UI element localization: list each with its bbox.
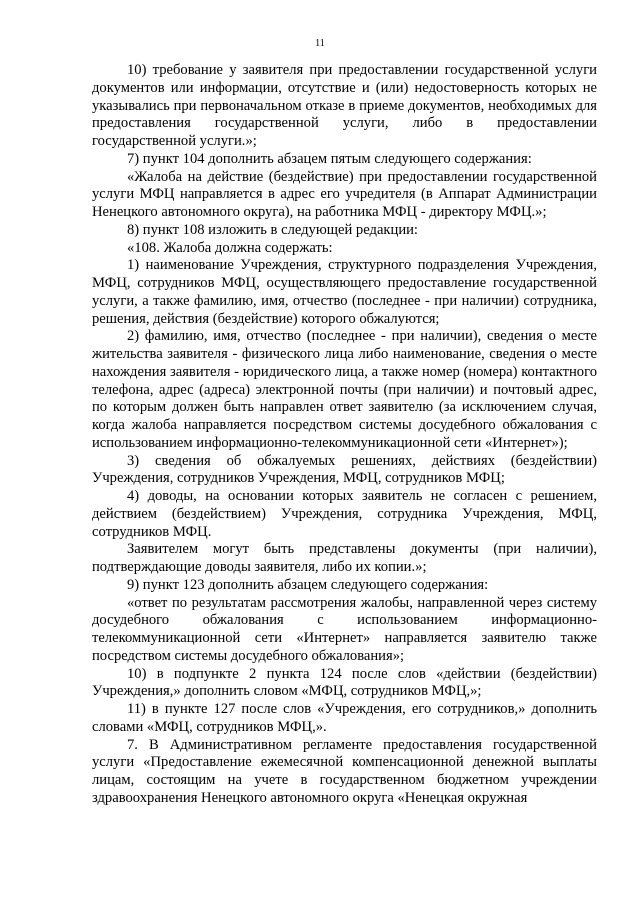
paragraph: 10) требование у заявителя при предоставлении государственной услуги документов или информации, отсутствие и (или) недостоверность которых не указывались при первоначальном отказе в приеме документов, необходимых для предоставления государственной услуги, либо в предоставлении государственной услуги.»; xyxy=(92,62,597,149)
document-body xyxy=(92,62,597,808)
paragraph: Заявителем могут быть представлены документы (при наличии), подтверждающие доводы заявителя, либо их копии.»; xyxy=(92,541,597,575)
paragraph: «ответ по результатам рассмотрения жалобы, направленной через систему досудебного обжалования с использованием информационно-телекоммуникационной сети «Интернет» направляется заявителю также посредством системы досудебного обжалования»; xyxy=(92,594,597,664)
paragraph: 10) в подпункте 2 пункта 124 после слов «действии (бездействии) Учреждения,» дополнить словом «МФЦ, сотрудников МФЦ,»; xyxy=(92,665,597,700)
paragraph: 1) наименование Учреждения, структурного подразделения Учреждения, МФЦ, сотрудников МФЦ, осуществляющего предоставление государственной услуги, а также фамилию, имя, отчество (последнее - при наличии) сотрудника, решения, действия (бездействие) которого обжалуются; xyxy=(92,257,597,327)
paragraph: 3) сведения об обжалуемых решениях, действиях (бездействии) Учреждения, сотрудников Учреждения, МФЦ, сотрудников МФЦ; xyxy=(92,452,597,487)
paragraph: 7) пункт 104 дополнить абзацем пятым следующего содержания: xyxy=(127,150,532,167)
paragraph: 8) пункт 108 изложить в следующей редакции: xyxy=(127,221,418,238)
paragraph: 9) пункт 123 дополнить абзацем следующего содержания: xyxy=(127,576,489,593)
paragraph: 11) в пункте 127 после слов «Учреждения, его сотрудников,» дополнить словами «МФЦ, сотрудников МФЦ,». xyxy=(92,701,597,735)
paragraph: 2) фамилию, имя, отчество (последнее - при наличии), сведения о месте жительства заявителя - физического лица либо наименование, сведения о месте нахождения заявителя - юридического лица, а также номер (номера) контактного телефона, адрес (адреса) электронной почты (при наличии) и почтовый адрес, по которым должен быть направлен ответ заявителю (за исключением случая, когда жалоба направляется посредством системы досудебного обжалования с использованием информационно-телекоммуникационной сети «Интернет»); xyxy=(92,328,597,451)
page-number: 11 xyxy=(315,38,325,49)
paragraph: «108. Жалоба должна содержать: xyxy=(127,239,333,256)
paragraph: 7. В Административном регламенте предоставления государственной услуги «Предоставление ежемесячной компенсационной денежной выплаты лицам, состоящим на учете в государственном бюджетном учреждении здравоохранения Ненецкого автономного округа «Ненецкая окружная xyxy=(92,736,597,806)
paragraph: 4) доводы, на основании которых заявитель не согласен с решением, действием (бездействием) Учреждения, сотрудника Учреждения, МФЦ, сотрудников МФЦ. xyxy=(92,488,597,540)
paragraph: «Жалоба на действие (бездействие) при предоставлении государственной услуги МФЦ направляется в адрес его учредителя (в Аппарат Администрации Ненецкого автономного округа), на работника МФЦ - директору МФЦ.»; xyxy=(92,168,597,220)
